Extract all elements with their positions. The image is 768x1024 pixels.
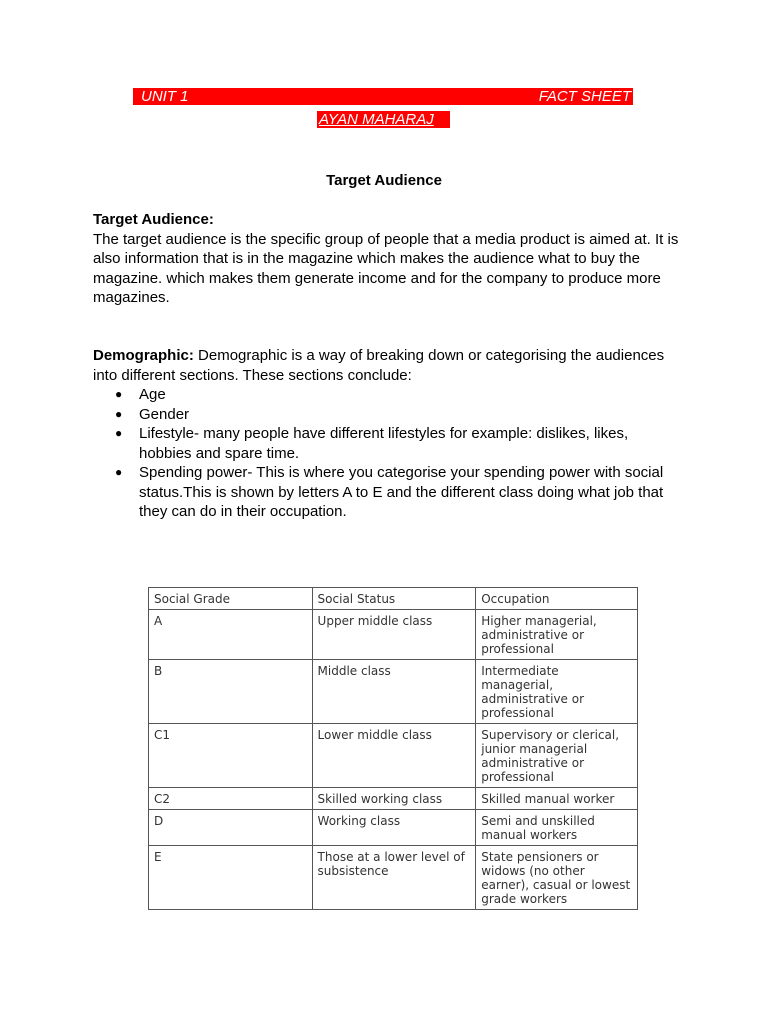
demographic-heading: Demographic:	[93, 347, 194, 364]
table-cell: Those at a lower level of subsistence	[312, 846, 476, 910]
header-banner	[133, 88, 633, 105]
table-cell: B	[149, 660, 313, 724]
unit-label: UNIT 1	[141, 88, 189, 105]
bullet-icon: ●	[115, 426, 123, 440]
table-row	[149, 724, 638, 788]
author-name: AYAN MAHARAJ	[317, 111, 450, 128]
demographic-list	[93, 385, 683, 522]
header-cell: Occupation	[476, 588, 638, 610]
demographic-section	[93, 346, 683, 522]
document-title: Target Audience	[326, 172, 442, 189]
table-cell: C1	[149, 724, 313, 788]
table-cell: Supervisory or clerical, junior managerial administrative or professional	[476, 724, 638, 788]
list-item: ● Gender	[115, 405, 190, 423]
table-cell: A	[149, 610, 313, 660]
table-cell: Intermediate managerial, administrative or professional	[476, 660, 638, 724]
social-grade-table	[148, 587, 638, 910]
table-cell: E	[149, 846, 313, 910]
table-row	[149, 788, 638, 810]
table-row	[149, 610, 638, 660]
table-cell: State pensioners or widows (no other earner), casual or lowest grade workers	[476, 846, 638, 910]
table-cell: Skilled manual worker	[476, 788, 638, 810]
table-row	[149, 660, 638, 724]
target-audience-section	[93, 210, 683, 308]
table-row	[149, 810, 638, 846]
target-audience-body: The target audience is the specific group of people that a media product is aimed at. It is also information that is in the magazine which makes the audience what to buy the magazine. which makes them generate income and for the company to produce more magazines.	[93, 230, 679, 306]
target-audience-heading: Target Audience:	[93, 211, 214, 228]
table-cell: Semi and unskilled manual workers	[476, 810, 638, 846]
demographic-paragraph	[93, 346, 683, 385]
list-item: ● Lifestyle- many people have different lifestyles for example: dislikes, likes, hobbies and spare time.	[115, 425, 629, 462]
bullet-icon: ●	[115, 406, 123, 421]
list-item: ● Spending power- This is where you categorise your spending power with social status.This is shown by letters A to E and the different class doing what job that they can do in their occupation.	[115, 464, 664, 520]
header-cell: Social Grade	[149, 588, 313, 610]
list-item: ● Age	[115, 386, 166, 403]
table-cell: Middle class	[312, 660, 476, 724]
table-cell: Skilled working class	[312, 788, 476, 810]
table-header-row	[149, 588, 638, 610]
table-cell: Upper middle class	[312, 610, 476, 660]
bullet-icon: ●	[115, 387, 123, 401]
table-cell: Working class	[312, 810, 476, 846]
demographic-intro: Demographic is a way of breaking down or categorising the audiences into different sections. These sections conclude:	[93, 347, 665, 384]
table-row	[149, 846, 638, 910]
header-cell: Social Status	[312, 588, 476, 610]
bullet-icon: ●	[115, 465, 123, 479]
table-cell: D	[149, 810, 313, 846]
table-cell: Higher managerial, administrative or professional	[476, 610, 638, 660]
table-cell: Lower middle class	[312, 724, 476, 788]
table-cell: C2	[149, 788, 313, 810]
fact-sheet-label: FACT SHEET	[538, 88, 631, 105]
